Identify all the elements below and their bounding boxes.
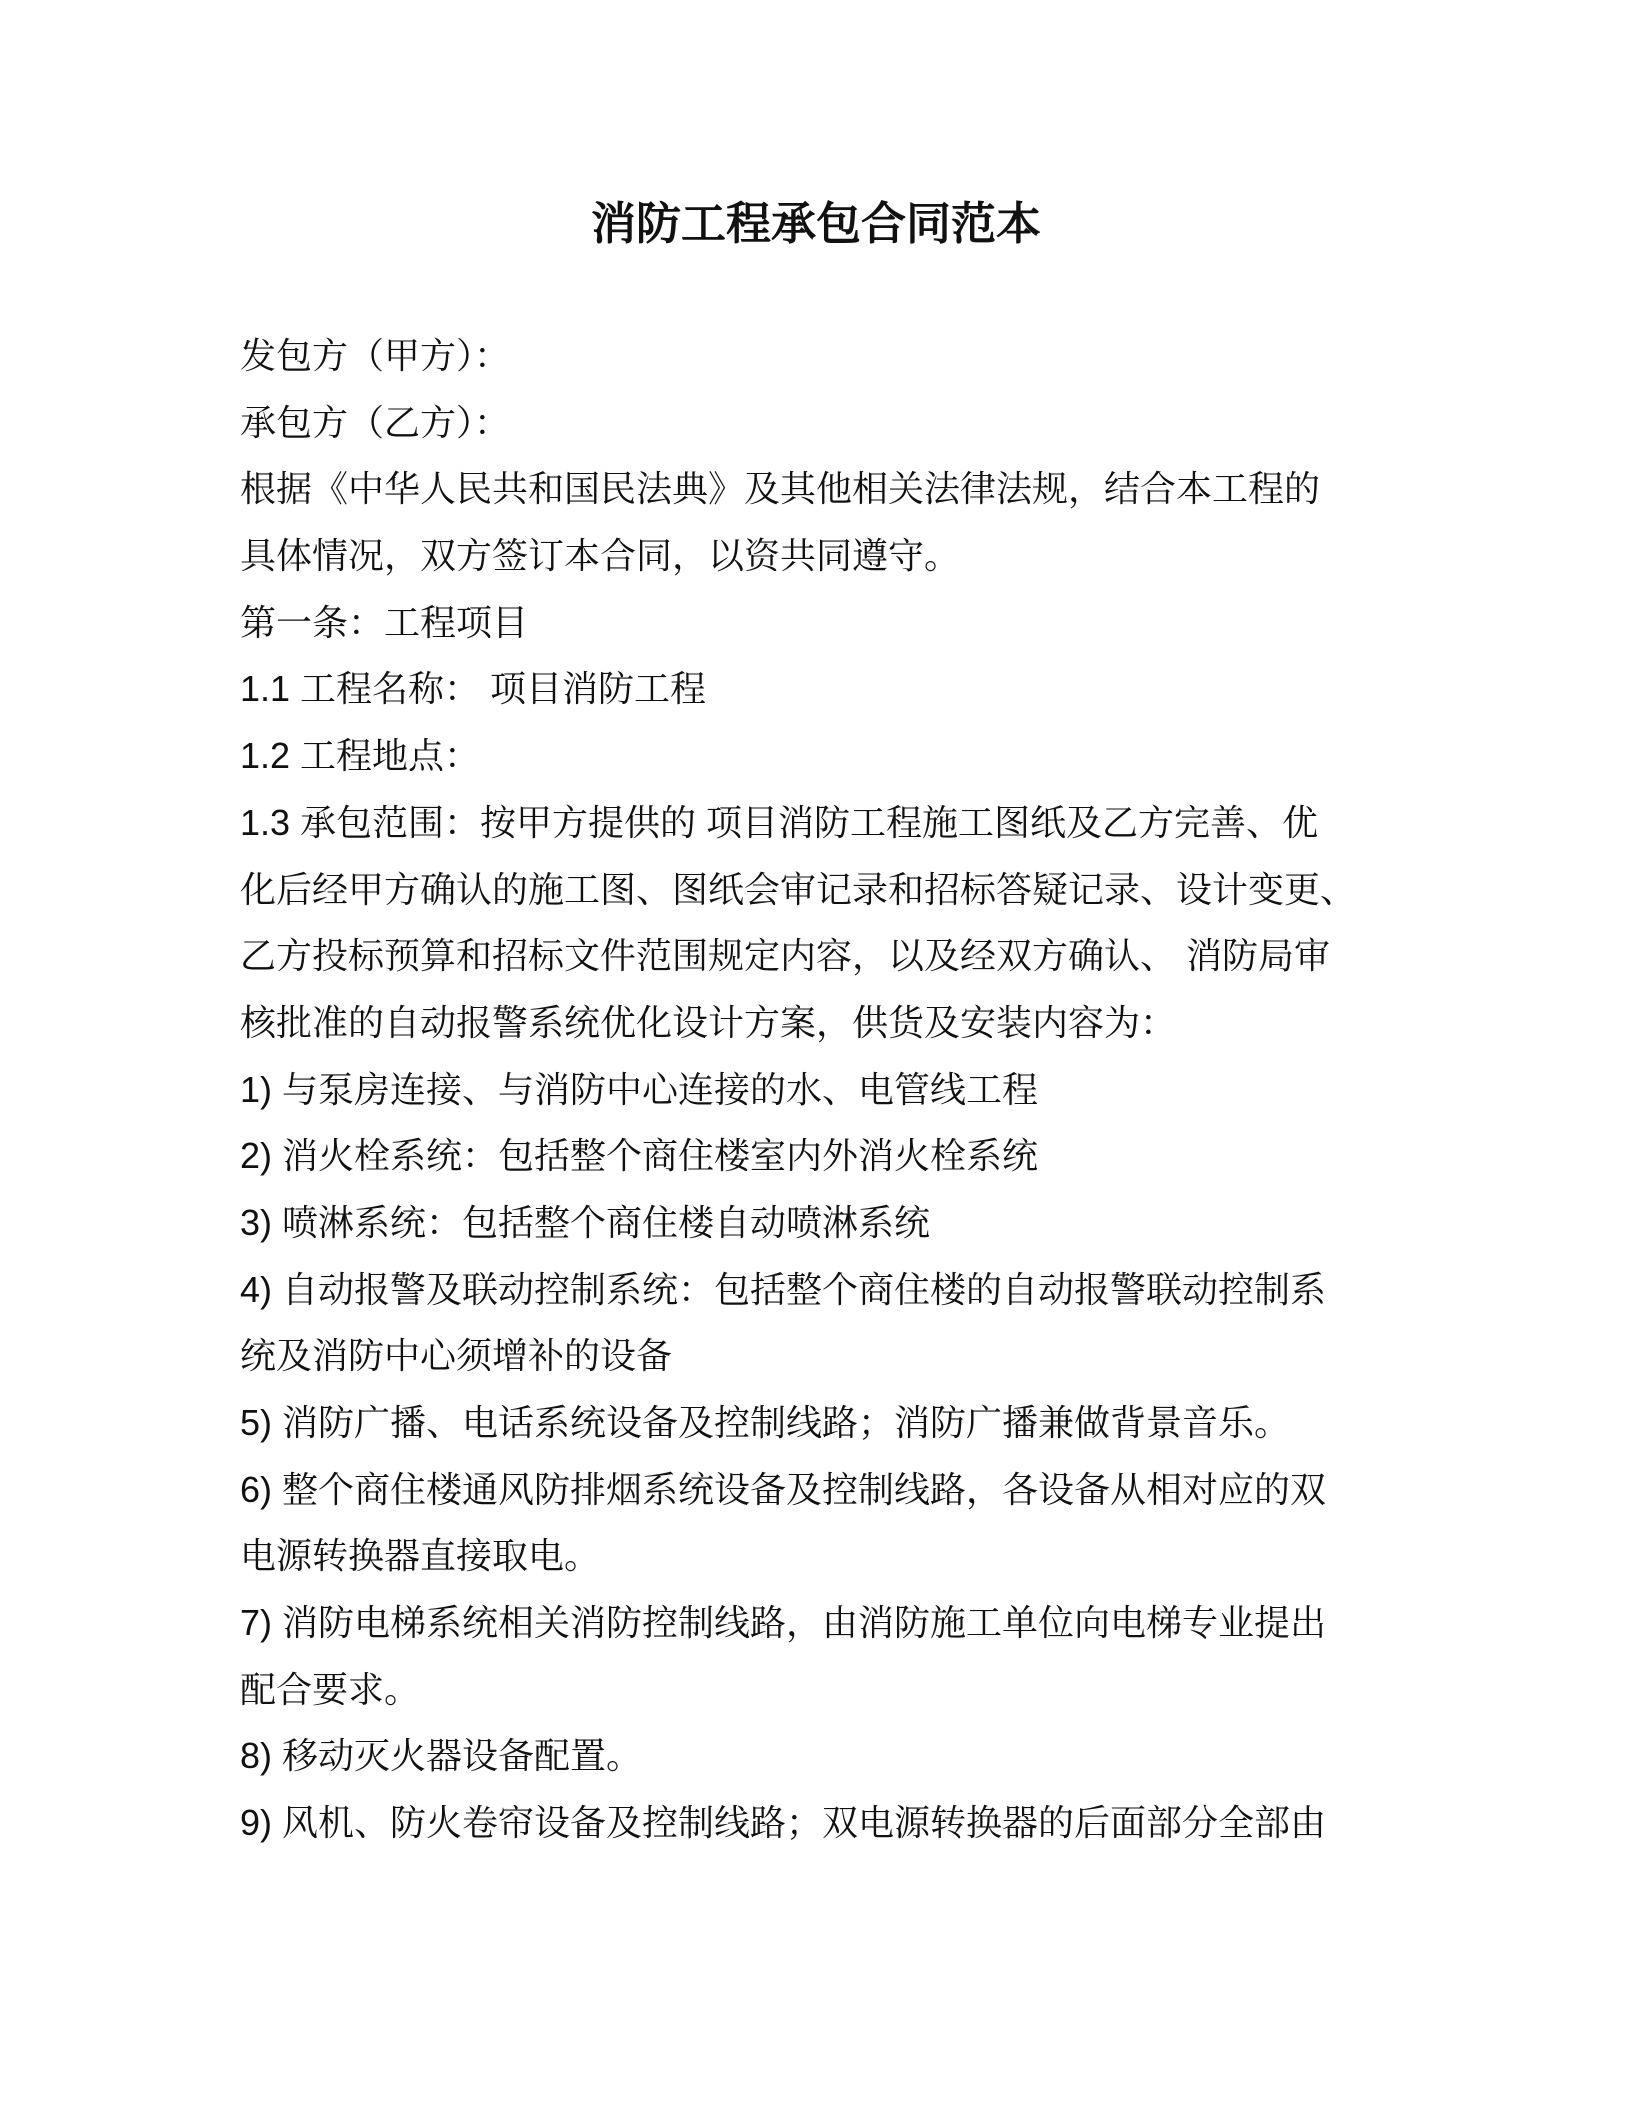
contractor-line: 承包方（乙方）： xyxy=(240,401,511,443)
list-item: 5) 消防广播、电话系统设备及控制线路；消防广播兼做背景音乐。 xyxy=(240,1402,1291,1443)
list-item: 8) 移动灭火器设备配置。 xyxy=(240,1735,643,1777)
scope-line: 化后经甲方确认的施工图、图纸会审记录和招标答疑记录、设计变更、 xyxy=(240,868,1357,910)
scope-line: 核批准的自动报警系统优化设计方案，供货及安装内容为： xyxy=(240,1001,1177,1043)
list-item: 3) 喷淋系统：包括整个商住楼自动喷淋系统 xyxy=(240,1201,931,1243)
list-item-continuation: 电源转换器直接取电。 xyxy=(240,1535,601,1577)
document-body xyxy=(240,323,1400,1857)
list-item: 1) 与泵房连接、与消防中心连接的水、电管线工程 xyxy=(240,1068,1039,1110)
list-item: 7) 消防电梯系统相关消防控制线路，由消防施工单位向电梯专业提出 xyxy=(240,1602,1327,1644)
preamble-line: 具体情况，双方签订本合同，以资共同遵守。 xyxy=(240,535,961,577)
project-name-line: 1.1 工程名称： 项目消防工程 xyxy=(240,668,707,710)
list-item: 2) 消火栓系统：包括整个商住楼室内外消火栓系统 xyxy=(240,1135,1039,1177)
list-item: 6) 整个商住楼通风防排烟系统设备及控制线路，各设备从相对应的双 xyxy=(240,1468,1327,1510)
scope-line: 1.3 承包范围：按甲方提供的 项目消防工程施工图纸及乙方完善、优 xyxy=(240,801,1319,843)
list-item-continuation: 配合要求。 xyxy=(240,1668,421,1710)
list-item: 4) 自动报警及联动控制系统：包括整个商住楼的自动报警联动控制系 xyxy=(240,1268,1327,1310)
employer-line: 发包方（甲方）： xyxy=(240,335,511,376)
preamble-line: 根据《中华人民共和国民法典》及其他相关法律法规，结合本工程的 xyxy=(240,468,1321,510)
list-item: 9) 风机、防火卷帘设备及控制线路；双电源转换器的后面部分全部由 xyxy=(240,1802,1327,1844)
project-location-line: 1.2 工程地点： xyxy=(240,735,481,777)
scope-line: 乙方投标预算和招标文件范围规定内容，以及经双方确认、 消防局审 xyxy=(240,935,1331,977)
list-item-continuation: 统及消防中心须增补的设备 xyxy=(240,1335,673,1377)
article-heading: 第一条：工程项目 xyxy=(240,601,529,643)
document-title: 消防工程承包合同范本 xyxy=(590,198,1041,249)
